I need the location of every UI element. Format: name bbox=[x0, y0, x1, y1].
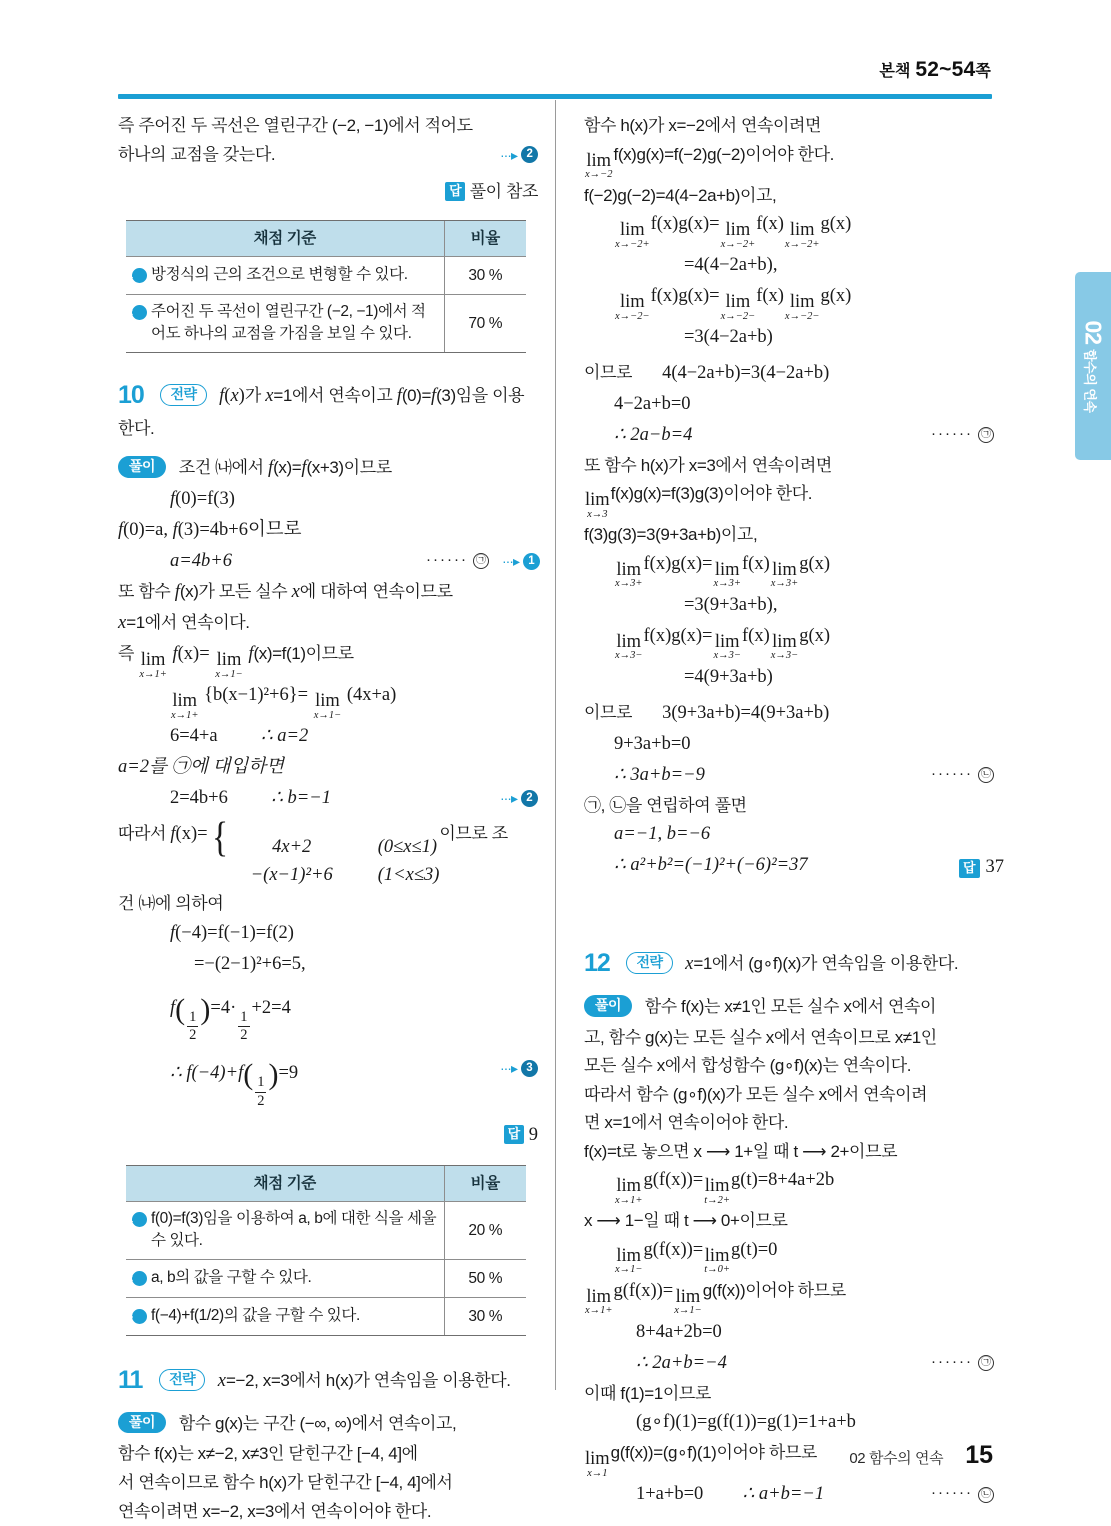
strategy-badge: 전략 bbox=[626, 952, 672, 974]
txt-fx-equals: (x)= bbox=[175, 823, 208, 844]
r-line-12 bbox=[584, 480, 1004, 520]
limit-x-1-minus: lim x→1− bbox=[615, 1245, 643, 1276]
r-line-4 bbox=[584, 210, 1004, 250]
l9-a: g(f(x))= bbox=[643, 1239, 704, 1260]
solution-text-a: 조건 ㈏에서 bbox=[178, 458, 269, 478]
r14-a: f(x)g(x)= bbox=[643, 625, 713, 646]
limit-t-2-plus: lim t→2+ bbox=[704, 1176, 731, 1206]
criteria-text: a, b의 값을 구할 수 있다. bbox=[151, 1269, 312, 1287]
solution-12-line14 bbox=[584, 1408, 1004, 1438]
r-line-20 bbox=[584, 761, 1004, 791]
l16-a: 1+a+b=0 bbox=[636, 1484, 704, 1505]
side-tab-label: 함수의 연속 bbox=[1082, 348, 1098, 412]
table-header-row bbox=[126, 220, 526, 256]
txt-f: f bbox=[170, 997, 176, 1018]
side-tab-number: 02 bbox=[1080, 320, 1107, 344]
criteria-step-badge: 2 bbox=[132, 1271, 147, 1286]
r-line-19 bbox=[584, 730, 1004, 760]
r-line-22 bbox=[584, 820, 1004, 850]
l9-b: g(t)=0 bbox=[731, 1239, 778, 1260]
problem-number: 11 bbox=[118, 1366, 143, 1395]
step-marker-group bbox=[500, 787, 538, 810]
r11-text: f(x)g(x)=f(3)g(3)이어야 한다. bbox=[610, 484, 813, 504]
solution-12-line3: 모든 실수 x에서 합성함수 (g∘f)(x)는 연속이다. bbox=[584, 1056, 912, 1076]
solution-10-line8 bbox=[118, 681, 538, 721]
dots-arrow-icon: ···▸ bbox=[501, 552, 519, 569]
limit-x-3-plus: lim x→3+ bbox=[770, 559, 799, 590]
limit-x-3: lim x→3 bbox=[585, 490, 610, 520]
limit-x-neg2: lim x→−2 bbox=[585, 150, 613, 181]
eq-f-neg4-val: =−(2−1)²+6=5, bbox=[194, 953, 306, 974]
table-header-row bbox=[126, 1165, 526, 1201]
l7-b: g(t)=8+4a+2b bbox=[731, 1170, 835, 1191]
r-line-9 bbox=[584, 390, 1004, 420]
r-line-17 bbox=[584, 663, 1004, 693]
txt-f1: (x)=f(1)이므로 bbox=[253, 644, 354, 664]
answer-value: 9 bbox=[528, 1124, 538, 1145]
ref-circle-label: ㉠ bbox=[978, 427, 994, 443]
piecewise-cases bbox=[232, 834, 440, 890]
continued-text-line1: 즉 주어진 두 곡선은 열린구간 (−2, −1)에서 적어도 bbox=[118, 116, 473, 135]
limit-x-1: lim x→1 bbox=[585, 1449, 610, 1479]
l12-eq: ∴ 2a+b=−4 bbox=[636, 1352, 727, 1373]
limit-x-1-minus: lim x→1− bbox=[215, 650, 243, 680]
continued-text-line2: 하나의 교점을 갖는다. bbox=[118, 144, 276, 164]
solution-12-line9 bbox=[584, 1236, 1004, 1276]
strategy-text-b: =1에서 연속이고 bbox=[273, 385, 397, 405]
eq-f0-f3: (0)=f(3) bbox=[175, 489, 235, 510]
criteria-cell bbox=[126, 256, 444, 294]
chapter-side-tab-inner bbox=[1080, 320, 1107, 412]
criteria-step-badge: 1 bbox=[132, 268, 147, 283]
dots-arrow-icon: ···▸ bbox=[499, 1060, 517, 1077]
left-column bbox=[118, 112, 538, 1526]
r-line-21: ㉠, ㉡을 연립하여 풀면 bbox=[584, 795, 747, 815]
r-line-7 bbox=[584, 323, 1004, 353]
r-line-2-text: f(x)g(x)=f(−2)g(−2)이어야 한다. bbox=[613, 144, 834, 164]
r15-eq: 3(9+3a+b)=4(9+3a+b) bbox=[662, 702, 830, 723]
solution-badge: 풀이 bbox=[118, 456, 166, 478]
limit-t-0-plus: lim t→0+ bbox=[704, 1245, 731, 1276]
header-ref-pages: 52~54 bbox=[915, 58, 976, 81]
criteria-text: 방정식의 근의 조건으로 변형할 수 있다. bbox=[151, 266, 408, 284]
criteria-cell bbox=[126, 294, 444, 352]
eq-sum-pre: ∴ f(−4)+f bbox=[170, 1063, 244, 1084]
r14-c: g(x) bbox=[799, 625, 831, 646]
solution-badge: 풀이 bbox=[118, 1412, 166, 1434]
limit-x-1-plus: lim x→1+ bbox=[585, 1286, 613, 1317]
r-line-5 bbox=[584, 251, 1004, 281]
case-row bbox=[232, 834, 440, 862]
solution-11-line4: 연속이려면 x=−2, x=3에서 연속이어야 한다. bbox=[118, 1501, 432, 1521]
ref-circle-label: ㉠ bbox=[473, 553, 489, 569]
r5-expr: =4(4−2a+b), bbox=[684, 255, 778, 276]
table-row bbox=[126, 1201, 526, 1259]
problem-12-strategy-line: 12 전략 x=1에서 (g∘f)(x)가 연속임을 이용한다. bbox=[584, 949, 959, 978]
criteria-text: f(−4)+f(1/2)의 값을 구할 수 있다. bbox=[151, 1307, 360, 1325]
criteria-text: 주어진 두 곡선이 열린구간 (−2, −1)에서 적어도 하나의 교점을 가짐을 보일 수 있다. bbox=[151, 302, 426, 343]
limit-x-neg2-plus: lim x→−2+ bbox=[784, 220, 820, 250]
rate-cell: 30 % bbox=[444, 256, 526, 294]
limit-x-1-plus: lim x→1+ bbox=[615, 1176, 643, 1206]
l15-b: g(f(x))=(g∘f)(1)이어야 하므로 bbox=[610, 1443, 817, 1463]
r7-pre: 이므로 bbox=[584, 363, 633, 382]
solution-12-line13: 이때 f(1)=1이므로 bbox=[584, 1383, 711, 1403]
answer-badge: 답 bbox=[959, 859, 980, 878]
eq-f0-a: (0)=a, bbox=[123, 520, 173, 541]
eq-half-a: =4· bbox=[210, 997, 237, 1018]
solution-10-line9 bbox=[118, 722, 538, 752]
r-line-23 bbox=[584, 851, 1004, 881]
r7-eq: 4(4−2a+b)=3(4−2a+b) bbox=[662, 363, 830, 383]
txt-piecewise-tail: 이므로 조 bbox=[439, 823, 508, 843]
rate-cell: 70 % bbox=[444, 294, 526, 352]
solution-10-line5: 또 함수 f(x)가 모든 실수 x에 대하여 연속이므로 bbox=[118, 582, 453, 603]
solution-12-line12 bbox=[584, 1349, 1004, 1379]
eq-a-2: ∴ a=2 bbox=[260, 726, 309, 747]
right-column bbox=[584, 112, 1004, 1511]
r19-eq: a=−1, b=−6 bbox=[614, 824, 711, 845]
expr-left: {b(x−1)²+6}= bbox=[204, 685, 309, 706]
limit-x-3-plus: lim x→3+ bbox=[615, 559, 643, 590]
txt-c: 에 대하여 연속이므로 bbox=[299, 582, 453, 602]
scoring-table-10 bbox=[126, 1165, 526, 1336]
r-line-13: f(3)g(3)=3(9+3a+b)이고, bbox=[584, 525, 758, 545]
limit-x-1-minus: lim x→1− bbox=[674, 1286, 702, 1317]
eq-half-b: +2=4 bbox=[251, 997, 291, 1018]
step-marker-group bbox=[500, 1057, 538, 1080]
table-row bbox=[126, 1297, 526, 1335]
criteria-step-badge: 1 bbox=[132, 1212, 147, 1227]
r14-expr: =4(9+3a+b) bbox=[684, 666, 773, 687]
case-row bbox=[232, 862, 440, 890]
ref-dots: ······ bbox=[931, 766, 973, 783]
brace-icon: { bbox=[211, 814, 228, 861]
limit-x-1-minus: lim x→1− bbox=[313, 691, 342, 721]
r-line-8 bbox=[584, 359, 1004, 389]
txt-b: (x)가 모든 실수 bbox=[179, 582, 292, 602]
rate-header: 비율 bbox=[444, 220, 526, 256]
case-expr: 4x+2 bbox=[272, 836, 312, 857]
eq-a-4b6: a=4b+6 bbox=[170, 551, 232, 572]
l16-b: ∴ a+b=−1 bbox=[742, 1484, 825, 1505]
r13-c: g(x) bbox=[799, 553, 831, 574]
column-divider bbox=[555, 100, 556, 1390]
rate-header: 비율 bbox=[444, 1165, 526, 1201]
paren-open: ( bbox=[175, 992, 186, 1026]
solution-12-line2: 고, 함수 g(x)는 모든 실수 x에서 연속이므로 x≠1인 bbox=[584, 1027, 937, 1047]
strategy-text-c: (0)= bbox=[401, 385, 432, 405]
solution-10-line3: f(0)=a, f(3)=4b+6이므로 bbox=[118, 520, 302, 541]
table-row bbox=[126, 256, 526, 294]
r17-eq: ∴ 3a+b=−9 bbox=[614, 764, 705, 785]
case-domain: (0≤x≤1) bbox=[377, 836, 438, 857]
r-line-15 bbox=[584, 591, 1004, 621]
problem-number: 10 bbox=[118, 380, 144, 409]
r6-a: f(x)g(x)= bbox=[650, 286, 720, 307]
footer-chapter-label: 02 함수의 연속 bbox=[849, 1450, 944, 1467]
rate-cell: 30 % bbox=[444, 1297, 526, 1335]
footer-page-number: 15 bbox=[965, 1441, 993, 1469]
strategy-text: =−2, x=3에서 h(x)가 연속임을 이용한다. bbox=[225, 1371, 511, 1391]
solution-10-line16 bbox=[118, 986, 538, 1043]
criteria-header: 채점 기준 bbox=[126, 220, 444, 256]
strategy-badge: 전략 bbox=[160, 384, 206, 406]
eq-f3: (3)=4b+6이므로 bbox=[177, 520, 302, 541]
txt-therefore: 따라서 bbox=[118, 823, 171, 843]
l7-a: g(f(x))= bbox=[643, 1170, 704, 1191]
problem-number: 12 bbox=[584, 949, 610, 978]
table-row bbox=[126, 1259, 526, 1297]
r20-eq: ∴ a²+b²=(−1)²+(−6)²=37 bbox=[614, 855, 808, 876]
limit-x-3-plus: lim x→3+ bbox=[713, 559, 741, 590]
paren-open: ( bbox=[243, 1058, 254, 1092]
page-footer bbox=[849, 1441, 993, 1470]
r9-eq: ∴ 2a−b=4 bbox=[614, 424, 693, 445]
criteria-header: 채점 기준 bbox=[126, 1165, 444, 1201]
problem-12 bbox=[584, 943, 1004, 1510]
scoring-table-9 bbox=[126, 220, 526, 353]
page-header-reference bbox=[879, 58, 991, 82]
limit-x-neg2-plus: lim x→−2+ bbox=[615, 220, 650, 250]
solution-12-line1 bbox=[584, 993, 1004, 1023]
limit-x-3-minus: lim x→3− bbox=[713, 631, 741, 662]
solution-12-line4: 따라서 함수 (g∘f)(x)가 모든 실수 x에서 연속이려 bbox=[584, 1084, 928, 1104]
solution-11-line2: 함수 f(x)는 x≠−2, x≠3인 닫힌구간 [−4, 4]에 bbox=[118, 1444, 418, 1464]
answer-value: 37 bbox=[985, 857, 1004, 878]
ref-circle-label: ㉠ bbox=[978, 1355, 994, 1371]
eq-b-neg1: ∴ b=−1 bbox=[271, 787, 331, 808]
solution-10-line17 bbox=[118, 1051, 538, 1108]
solution-10-line1: 풀이 조건 ㈏에서 f(x)=f(x+3)이므로 bbox=[118, 454, 538, 484]
solution-10-line11 bbox=[118, 784, 538, 814]
txt-fx-eq: (x)= bbox=[177, 644, 210, 665]
problem-10 bbox=[118, 375, 538, 1151]
r-line-16 bbox=[584, 622, 1004, 662]
r4-c: g(x) bbox=[820, 214, 852, 235]
case-expr: −(x−1)²+6 bbox=[250, 864, 333, 885]
step-marker-2 bbox=[500, 144, 538, 167]
rate-cell: 50 % bbox=[444, 1259, 526, 1297]
answer-badge: 답 bbox=[445, 182, 465, 201]
r6-expr: =3(4−2a+b) bbox=[684, 327, 773, 348]
limit-x-3-minus: lim x→3− bbox=[615, 631, 643, 662]
solution-11-line1 bbox=[118, 1410, 538, 1440]
r-line-14 bbox=[584, 550, 1004, 590]
r-line-6 bbox=[584, 282, 1004, 322]
ref-group bbox=[931, 763, 994, 787]
ref-dots: ······ bbox=[931, 426, 973, 443]
ref-group bbox=[931, 1482, 994, 1506]
table-row bbox=[126, 294, 526, 352]
criteria-cell bbox=[126, 1259, 444, 1297]
fraction-half: $\frac{1}{2}$ bbox=[257, 1074, 265, 1109]
solution-12-line5: 면 x=1에서 연속이어야 한다. bbox=[584, 1113, 789, 1133]
txt-x1-cont: =1에서 연속이다. bbox=[126, 613, 250, 633]
criteria-text: f(0)=f(3)임을 이용하여 a, b에 대한 식을 세울 수 있다. bbox=[151, 1209, 437, 1250]
rate-cell: 20 % bbox=[444, 1201, 526, 1259]
chapter-side-tab bbox=[1075, 272, 1111, 460]
txt-jeuk: 즉 bbox=[118, 644, 139, 664]
step-badge: 3 bbox=[521, 1060, 538, 1077]
r4-a: f(x)g(x)= bbox=[650, 214, 720, 235]
ref-group bbox=[931, 1351, 994, 1375]
solution-11-line3: 서 연속이므로 함수 h(x)가 닫힌구간 [−4, 4]에서 bbox=[118, 1473, 453, 1493]
answer-value-ref: 풀이 참조 bbox=[469, 182, 538, 202]
criteria-step-badge: 2 bbox=[132, 305, 147, 320]
solution-12-line11 bbox=[584, 1318, 1004, 1348]
eq-sum-post: =9 bbox=[278, 1063, 299, 1084]
r4-b: f(x) bbox=[756, 214, 784, 235]
solution-text-b: (x)= bbox=[273, 458, 302, 478]
paren-close: ) bbox=[268, 1058, 279, 1092]
step-badge: 1 bbox=[523, 553, 540, 570]
limit-x-3-minus: lim x→3− bbox=[770, 631, 799, 662]
answer-group bbox=[959, 853, 1004, 883]
dots-arrow-icon: ···▸ bbox=[499, 146, 517, 163]
l14-eq: (g∘f)(1)=g(f(1))=g(1)=1+a+b bbox=[636, 1412, 856, 1433]
problem-11 bbox=[118, 1360, 538, 1525]
r16-eq: 9+3a+b=0 bbox=[614, 733, 691, 754]
r14-b: f(x) bbox=[742, 625, 770, 646]
r13-a: f(x)g(x)= bbox=[643, 553, 713, 574]
ref-circle-label: ㉡ bbox=[978, 767, 994, 783]
r8-eq: 4−2a+b=0 bbox=[614, 393, 691, 414]
ref-dots: ······ bbox=[426, 553, 468, 570]
solution-12-line8: x ⟶ 1−일 때 t ⟶ 0+이므로 bbox=[584, 1211, 788, 1231]
header-divider-rule bbox=[118, 94, 992, 99]
txt-sub-to-eq: a=2를 ㉠에 대입하면 bbox=[118, 757, 284, 777]
solution-10-piecewise: 따라서 f(x)={ 4x+2 (0≤x≤1) −(x−1)²+6 (1<x≤3) 이므로 조 bbox=[118, 820, 538, 890]
limit-x-neg2-minus: lim x→−2− bbox=[615, 292, 650, 322]
solution-12-line7 bbox=[584, 1166, 1004, 1206]
l10-b: g(f(x))이어야 하므로 bbox=[702, 1280, 846, 1300]
criteria-cell bbox=[126, 1297, 444, 1335]
solution-10-line15 bbox=[118, 950, 538, 980]
solution-10-line10 bbox=[118, 753, 538, 783]
r-line-11: 또 함수 h(x)가 x=3에서 연속이려면 bbox=[584, 455, 832, 475]
r-line-10 bbox=[584, 421, 1004, 451]
solution-12-line6: f(x)=t로 놓으면 x ⟶ 1+일 때 t ⟶ 2+이므로 bbox=[584, 1141, 898, 1161]
solution-badge: 풀이 bbox=[584, 995, 632, 1017]
header-ref-suffix: 쪽 bbox=[975, 63, 991, 80]
step-badge: 2 bbox=[521, 790, 538, 807]
continued-text-line2-row bbox=[118, 141, 538, 169]
solution-text-c: (x+3)이므로 bbox=[306, 458, 392, 478]
strategy-text-d: (3)임을 이용한다. bbox=[118, 385, 525, 439]
r6-b: f(x) bbox=[756, 286, 784, 307]
problem-11-strategy-line: 11 전략 x=−2, x=3에서 h(x)가 연속임을 이용한다. bbox=[118, 1366, 511, 1395]
r-line-2 bbox=[584, 141, 1004, 181]
limit-x-1-plus: lim x→1+ bbox=[139, 650, 167, 680]
criteria-step-badge: 3 bbox=[132, 1309, 147, 1324]
limit-x-neg2-minus: lim x→−2− bbox=[720, 292, 756, 322]
limit-x-1-plus: lim x→1+ bbox=[171, 691, 199, 721]
header-ref-prefix: 본책 bbox=[879, 63, 916, 80]
solution-text: 함수 f(x)는 x≠1인 모든 실수 x에서 연속이 bbox=[644, 996, 937, 1016]
l10-a: g(f(x))= bbox=[613, 1280, 674, 1301]
case-domain: (1<x≤3) bbox=[377, 864, 440, 885]
solution-12-line10 bbox=[584, 1277, 1004, 1317]
strategy-text-a: 가 bbox=[244, 385, 266, 405]
criteria-cell bbox=[126, 1201, 444, 1259]
fraction-half: $\frac{1}{2}$ bbox=[189, 1008, 197, 1044]
r13-b: f(x) bbox=[742, 553, 770, 574]
answer-line-ref bbox=[118, 178, 538, 206]
answer-badge: 답 bbox=[504, 1125, 525, 1144]
solution-10-line6: x=1에서 연속이다. bbox=[118, 613, 250, 634]
ref-dots: ······ bbox=[931, 1486, 973, 1503]
r15-pre: 이므로 bbox=[584, 702, 633, 722]
step-badge: 2 bbox=[521, 146, 538, 163]
solution-10-line4 bbox=[118, 547, 538, 577]
r13-expr: =3(9+3a+b), bbox=[684, 594, 778, 615]
eq-f-neg4: (−4)=f(−1)=f(2) bbox=[175, 922, 294, 943]
strategy-badge: 전략 bbox=[159, 1369, 205, 1391]
r-line-3: f(−2)g(−2)=4(4−2a+b)이고, bbox=[584, 185, 777, 205]
paren-close: ) bbox=[200, 992, 211, 1026]
solution-10-line13: 건 ㈏에 의하여 bbox=[118, 894, 224, 914]
ref-circle-label: ㉡ bbox=[978, 1487, 994, 1503]
problem-10-strategy-line: 10 전략 f(x)가 x=1에서 연속이고 f(0)=f(3)임을 이용한다. bbox=[118, 380, 525, 439]
r-line-1: 함수 h(x)가 x=−2에서 연속이려면 bbox=[584, 116, 822, 135]
dots-arrow-icon: ···▸ bbox=[499, 789, 517, 806]
expr-right: (4x+a) bbox=[346, 685, 397, 706]
ref-and-step-group bbox=[426, 549, 540, 573]
solution-12-line16 bbox=[584, 1480, 1004, 1510]
eq-6-4a: 6=4+a bbox=[170, 726, 218, 747]
ref-dots: ······ bbox=[931, 1354, 973, 1371]
limit-x-neg2-minus: lim x→−2− bbox=[784, 292, 820, 322]
fraction-half: $\frac{1}{2}$ bbox=[240, 1008, 248, 1044]
txt-a: 또 함수 bbox=[118, 582, 175, 602]
ref-group bbox=[931, 423, 994, 447]
strategy-text: =1에서 (g∘f)(x)가 연속임을 이용한다. bbox=[693, 954, 959, 974]
limit-x-neg2-plus: lim x→−2+ bbox=[720, 220, 756, 250]
solution-10-line14: f(−4)=f(−1)=f(2) bbox=[170, 922, 294, 943]
eq-2-4b6: 2=4b+6 bbox=[170, 787, 228, 808]
solution-10-line7: 즉 lim x→1+ f(x)= lim x→1− f(x)=f(1)이므로 bbox=[118, 644, 354, 680]
solution-10-line2: f(0)=f(3) bbox=[170, 489, 235, 510]
answer-line-10 bbox=[118, 1121, 538, 1151]
solution-text: 함수 g(x)는 구간 (−∞, ∞)에서 연속이고, bbox=[178, 1413, 457, 1433]
r6-c: g(x) bbox=[820, 286, 852, 307]
l11-eq: 8+4a+2b=0 bbox=[636, 1321, 722, 1342]
r-line-18 bbox=[584, 699, 1004, 729]
